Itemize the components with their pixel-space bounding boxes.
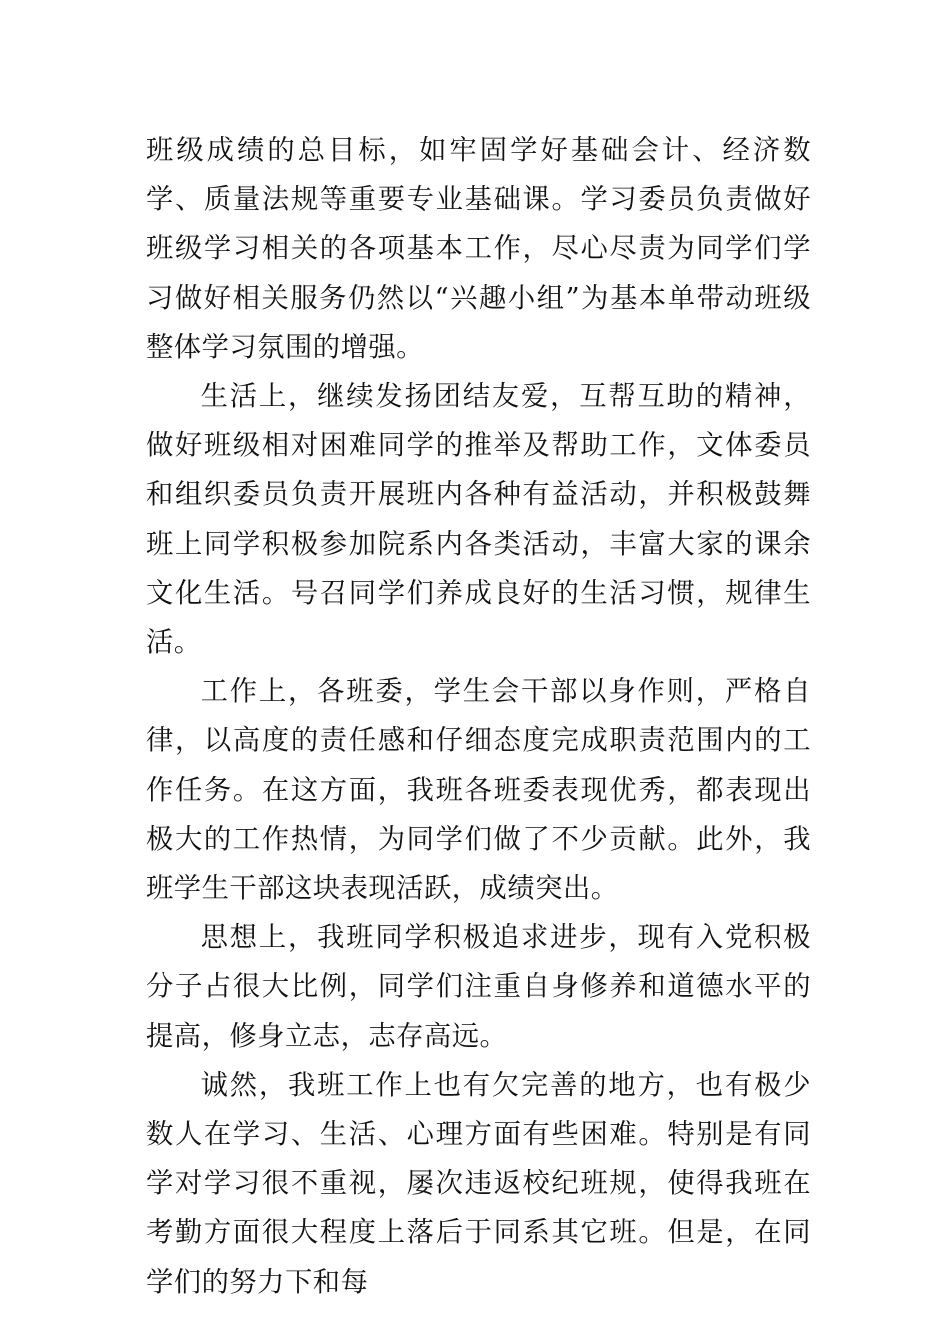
paragraph-study-goals: 班级成绩的总目标，如牢固学好基础会计、经济数学、质量法规等重要专业基础课。学习委员负责做好班级学习相关的各项基本工作，尽心尽责为同学们学习做好相关服务仍然以“兴趣小组”为基本单带动班级整体学习氛围的增强。 bbox=[146, 135, 811, 363]
paragraph-work: 工作上，各班委，学生会干部以身作则，严格自律，以高度的责任感和仔细态度完成职责范围内的工作任务。在这方面，我班各班委表现优秀，都表现出极大的工作热情，为同学们做了不少贡献。此外，我班学生干部这块表现活跃，成绩突出。 bbox=[146, 676, 811, 905]
document-body bbox=[146, 126, 811, 1307]
paragraph-life: 生活上，继续发扬团结友爱，互帮互助的精神，做好班级相对困难同学的推举及帮助工作，文体委员和组织委员负责开展班内各种有益活动，并积极鼓舞班上同学积极参加院系内各类活动，丰富大家的课余文化生活。号召同学们养成良好的生活习惯，规律生活。 bbox=[146, 381, 811, 659]
paragraph-thought: 思想上，我班同学积极追求进步，现有入党积极分子占很大比例，同学们注重自身修养和道德水平的提高，修身立志，志存高远。 bbox=[146, 922, 811, 1052]
paragraph-shortcomings: 诚然，我班工作上也有欠完善的地方，也有极少数人在学习、生活、心理方面有些困难。特别是有同学对学习很不重视，屡次违返校纪班规，使得我班在考勤方面很大程度上落后于同系其它班。但是，在同学们的努力下和每 bbox=[146, 1069, 811, 1298]
